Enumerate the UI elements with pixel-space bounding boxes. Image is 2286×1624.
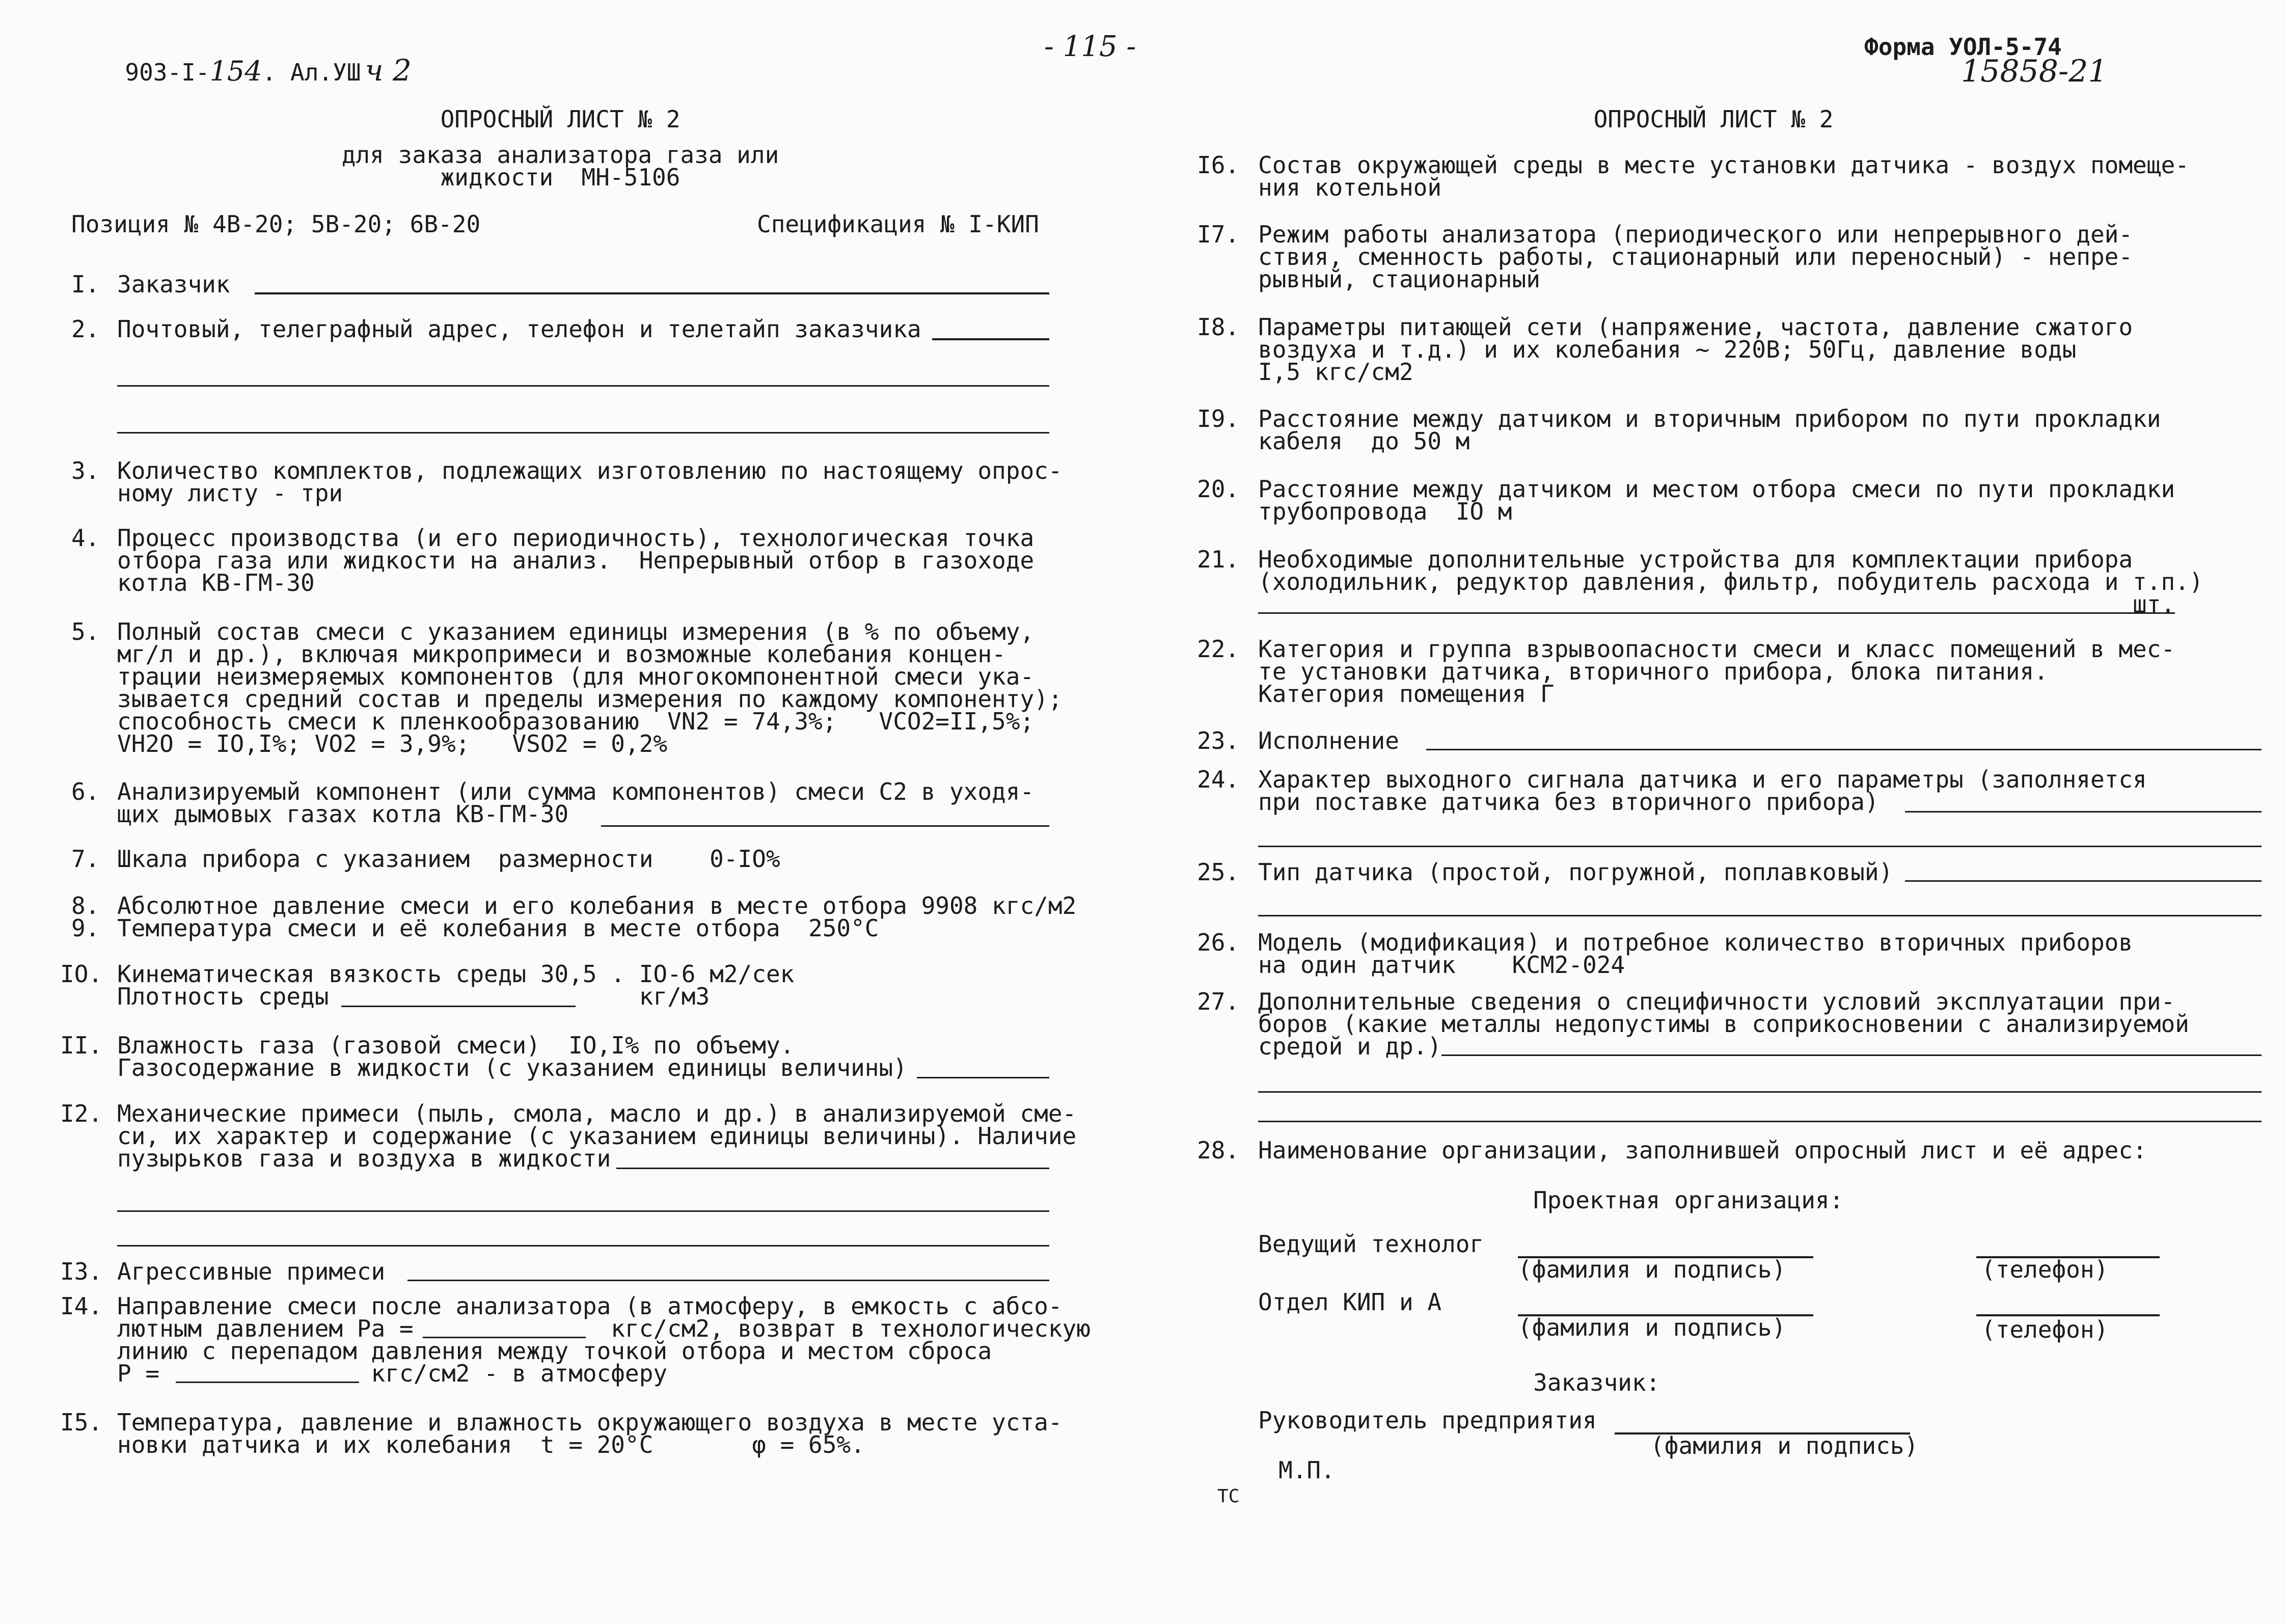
item-line: мг/л и др.), включая микропримеси и возможные колебания концен-	[117, 640, 1006, 668]
item-line: Процесс производства (и его периодичность), технологическая точка	[117, 524, 1035, 552]
item-line: ния котельной	[1258, 174, 1442, 201]
item-line: Р = кгс/см2 - в атмосферу	[117, 1360, 668, 1387]
kip-phone-caption: (телефон)	[1981, 1316, 2109, 1343]
item-line: Категория помещения Г	[1258, 680, 1555, 708]
project-org-heading: Проектная организация:	[1533, 1186, 1844, 1214]
left-item-15	[60, 1411, 1063, 1456]
item-number: 24.	[1197, 766, 1240, 793]
execution-field[interactable]	[1426, 749, 2262, 750]
item-line: Необходимые дополнительные устройства для комплектации прибора	[1258, 546, 2133, 573]
form-code: Форма УОЛ-5-74	[1864, 33, 2062, 61]
left-item-7	[71, 845, 780, 873]
doc-code-text: 903-I-	[125, 59, 210, 86]
item-number: 8.	[71, 892, 100, 919]
left-item-4	[71, 524, 1035, 597]
item-number: 22.	[1197, 635, 1240, 663]
stamp-place: М.П.	[1278, 1456, 1335, 1484]
left-item-13	[60, 1260, 385, 1283]
left-subtitle-1: для заказа анализатора газа или	[341, 141, 779, 169]
item-text	[117, 1292, 1091, 1387]
kip-dept-label: Отдел КИП и А	[1258, 1288, 1442, 1316]
right-item-22	[1197, 635, 2175, 708]
item-line: средой и др.)	[1258, 1033, 1442, 1060]
item-number: I2.	[60, 1100, 103, 1127]
right-item-17	[1197, 221, 2133, 293]
right-item-28	[1197, 1136, 2147, 1164]
item-line: ному листу - три	[117, 479, 343, 507]
item-number: 5.	[71, 618, 100, 645]
item-number: 6.	[71, 778, 100, 805]
item-line: щих дымовых газах котла КВ-ГМ-30	[117, 800, 569, 828]
item-number: 21.	[1197, 546, 1240, 573]
item-text	[1258, 475, 2175, 525]
item-line: линию с перепадом давления между точкой отбора и местом сброса	[117, 1337, 992, 1365]
item-text	[117, 524, 1035, 597]
item-number: 27.	[1197, 988, 1240, 1015]
left-item-1	[71, 270, 230, 298]
left-item-2	[71, 315, 921, 343]
item-text	[117, 960, 795, 1010]
impurities-field[interactable]	[616, 1168, 1049, 1169]
left-item-10	[60, 960, 795, 1010]
item-number: I.	[71, 270, 100, 298]
item-number: I7.	[1197, 221, 1240, 248]
item-line: Характер выходного сигнала датчика и его параметры (заполняется	[1258, 766, 2147, 793]
item-line: Анализируемый компонент (или сумма компонентов) смеси C2 в уходя-	[117, 778, 1035, 805]
customer-field[interactable]	[255, 292, 1049, 294]
lead-tech-label: Ведущий технолог	[1258, 1230, 1484, 1258]
density-field[interactable]	[341, 1006, 576, 1007]
left-title: ОПРОСНЫЙ ЛИСТ № 2	[440, 105, 681, 133]
item-line: Наименование организации, заполнившей опросный лист и её адрес:	[1258, 1136, 2147, 1164]
item-line: Режим работы анализатора (периодического или непрерывного дей-	[1258, 221, 2133, 248]
item-line: VH2O = IO,I%; VO2 = 3,9%; VSO2 = 0,2%	[117, 730, 668, 757]
item-line: Дополнительные сведения о специфичности условий эксплуатации при-	[1258, 988, 2175, 1015]
item-line: I,5 кгс/см2	[1258, 358, 1413, 386]
item-number: 2.	[71, 315, 100, 343]
item-text	[1258, 313, 2133, 386]
gas-content-field[interactable]	[917, 1077, 1049, 1078]
left-page	[0, 0, 1121, 1624]
item-line: пузырьков газа и воздуха в жидкости	[117, 1145, 611, 1172]
item-text	[1258, 766, 2147, 816]
item-number: I9.	[1197, 405, 1240, 432]
item-line: трубопровода IO м	[1258, 498, 1512, 525]
right-item-18	[1197, 313, 2133, 386]
item-line: си, их характер и содержание (с указанием единицы величины). Наличие	[117, 1122, 1077, 1150]
item-text	[117, 1102, 1076, 1170]
left-item-8	[71, 892, 1077, 919]
item-line: Параметры питающей сети (напряжение, частота, давление сжатого	[1258, 313, 2133, 341]
item-line: Расстояние между датчиком и местом отбора смеси по пути прокладки	[1258, 475, 2175, 503]
address-field-line-2[interactable]	[117, 385, 1049, 387]
item-line: Кинематическая вязкость среды 30,5 . IO-6 м2/сек	[117, 960, 795, 988]
item-line: Состав окружающей среды в месте установки датчика - воздух помеще-	[1258, 151, 2189, 179]
item-line: котла КВ-ГМ-30	[117, 569, 315, 597]
left-item-6	[71, 778, 1035, 828]
pa-field[interactable]	[423, 1337, 586, 1338]
item-line: Категория и группа взрывоопасности смеси и класс помещений в мес-	[1258, 635, 2175, 663]
doc-code-handwritten: 154	[209, 55, 262, 87]
item-line: Полный состав смеси с указанием единицы измерения (в % по объему,	[117, 618, 1035, 645]
right-item-25	[1197, 858, 1893, 886]
position-line: Позиция № 4В-20; 5В-20; 6В-20	[71, 210, 481, 238]
item-line: Плотность среды кг/м3	[117, 983, 710, 1010]
aggressive-field[interactable]	[407, 1280, 1049, 1281]
right-item-19	[1197, 405, 2161, 455]
item-line: Абсолютное давление смеси и его колебания в месте отбора 9908 кгс/м2	[117, 892, 1077, 919]
item-line: Расстояние между датчиком и вторичным прибором по пути прокладки	[1258, 405, 2161, 432]
signal-field[interactable]	[1905, 811, 2262, 813]
item-line: зывается средний состав и пределы измерения по каждому компоненту);	[117, 685, 1063, 713]
item-line: на один датчик КСМ2-024	[1258, 951, 1625, 979]
item-line: рывный, стационарный	[1258, 265, 1540, 293]
extra-info-field-line-2[interactable]	[1258, 1091, 2262, 1093]
album-text: . Ал.УШ	[262, 59, 361, 86]
left-item-9	[71, 914, 879, 942]
spec-line: Спецификация № I-КИП	[757, 210, 1039, 238]
item-number: I4.	[60, 1292, 103, 1320]
kip-sign-caption: (фамилия и подпись)	[1518, 1314, 1786, 1341]
item-text	[1258, 990, 2189, 1058]
item-text	[117, 778, 1035, 828]
left-item-3	[71, 457, 1063, 507]
right-item-21	[1197, 546, 2203, 618]
item-line: при поставке датчика без вторичного прибора)	[1258, 788, 1879, 816]
lead-tech-sign-caption: (фамилия и подпись)	[1518, 1256, 1786, 1283]
extra-info-field-line-3[interactable]	[1258, 1121, 2262, 1122]
item-text	[117, 620, 1063, 755]
item-number: 4.	[71, 524, 100, 552]
item-line: лютным давлением Ра = кгс/см2, возврат в технологическую	[117, 1315, 1091, 1342]
customer-heading: Заказчик:	[1533, 1369, 1661, 1396]
p-field[interactable]	[176, 1382, 359, 1383]
item-line: новки датчика и их колебания t = 20°С φ = 65%.	[117, 1431, 865, 1458]
item-number: 28.	[1197, 1136, 1240, 1164]
item-line: боров (какие металлы недопустимы в соприкосновении с анализируемой	[1258, 1010, 2189, 1038]
left-item-11	[60, 1034, 907, 1079]
item-number: II.	[60, 1032, 103, 1059]
sensor-type-field-line-2[interactable]	[1258, 915, 2262, 916]
left-item-5	[71, 620, 1063, 755]
item-number: 9.	[71, 914, 100, 942]
item-line: Количество комплектов, подлежащих изготовлению по настоящему опрос-	[117, 457, 1063, 484]
left-item-12	[60, 1102, 1076, 1170]
item-number: 20.	[1197, 475, 1240, 503]
item-line: (холодильник, редуктор давления, фильтр, побудитель расхода и т.п.)	[1258, 568, 2203, 596]
right-item-16	[1197, 151, 2189, 201]
item-number: I5.	[60, 1409, 103, 1436]
right-item-23	[1197, 729, 1399, 752]
right-item-20	[1197, 475, 2175, 525]
right-title: ОПРОСНЫЙ ЛИСТ № 2	[1593, 105, 1834, 133]
page-number: - 115 -	[1044, 30, 1136, 63]
item-line: Газосодержание в жидкости (с указанием единицы величины)	[117, 1054, 907, 1081]
album-handwritten: ч 2	[365, 53, 412, 88]
item-line: воздуха и т.д.) и их колебания ~ 220В; 50Гц, давление воды	[1258, 336, 2077, 363]
item-text	[117, 457, 1063, 507]
item-line: те установки датчика, вторичного прибора, блока питания.	[1258, 658, 2048, 685]
impurities-field-line-3[interactable]	[117, 1245, 1049, 1247]
item-line: Почтовый, телеграфный адрес, телефон и телетайп заказчика	[117, 315, 921, 343]
item-line: трации неизмеряемых компонентов (для многокомпонентной смеси ука-	[117, 663, 1035, 690]
item-number: IO.	[60, 960, 103, 988]
item-line: Модель (модификация) и потребное количество вторичных приборов	[1258, 929, 2133, 956]
director-sign-caption: (фамилия и подпись)	[1650, 1432, 1919, 1459]
archive-number: 15858-21	[1961, 53, 2108, 89]
right-item-24	[1197, 766, 2147, 816]
item-line: Температура, давление и влажность окружающего воздуха в месте уста-	[117, 1409, 1063, 1436]
item-text	[1258, 546, 2203, 618]
corner-mark: ТС	[1217, 1486, 1240, 1507]
signal-field-line-2[interactable]	[1258, 846, 2262, 847]
item-line: кабеля до 50 м	[1258, 427, 1470, 455]
item-number: I6.	[1197, 151, 1240, 179]
lead-tech-phone-caption: (телефон)	[1981, 1256, 2109, 1283]
item-number: I3.	[60, 1258, 103, 1285]
item-number: 25.	[1197, 858, 1240, 886]
left-subtitle-2: жидкости МН-5106	[440, 164, 681, 191]
item-number: 23.	[1197, 727, 1240, 754]
component-field[interactable]	[601, 825, 1049, 827]
item-line: Шкала прибора с указанием размерности 0-IO%	[117, 845, 780, 873]
item-line: Тип датчика (простой, погружной, поплавковый)	[1258, 858, 1893, 886]
address-field[interactable]	[932, 338, 1049, 340]
left-item-14	[60, 1292, 1091, 1387]
item-line: отбора газа или жидкости на анализ. Непрерывный отбор в газоходе	[117, 547, 1035, 574]
right-item-27	[1197, 990, 2189, 1058]
item-text	[1258, 405, 2161, 455]
item-line: Исполнение	[1258, 727, 1399, 754]
devices-field[interactable]	[1258, 612, 2175, 614]
item-text	[117, 1034, 907, 1079]
item-text	[1258, 635, 2175, 708]
item-line: ствия, сменность работы, стационарный или переносный) - непре-	[1258, 243, 2133, 270]
item-line: Заказчик	[117, 270, 230, 298]
address-field-line-3[interactable]	[117, 432, 1049, 434]
extra-info-field[interactable]	[1441, 1054, 2262, 1056]
item-text	[1258, 151, 2189, 201]
sensor-type-field[interactable]	[1905, 880, 2262, 882]
item-text	[1258, 221, 2133, 293]
right-item-26	[1197, 929, 2133, 979]
item-number: 26.	[1197, 929, 1240, 956]
item-line: Влажность газа (газовой смеси) IO,I% по объему.	[117, 1032, 795, 1059]
item-text	[117, 1411, 1063, 1456]
item-line: способность смеси к пленкообразованию VN2 = 74,3%; VCO2=II,5%;	[117, 708, 1035, 735]
item-number: 3.	[71, 457, 100, 484]
right-page	[1141, 0, 2286, 1624]
item-line: Направление смеси после анализатора (в атмосферу, в емкость с абсо-	[117, 1292, 1063, 1320]
item-number: 7.	[71, 845, 100, 873]
item-line: Температура смеси и её колебания в месте отбора 250°С	[117, 914, 879, 942]
item-line: шт.	[1258, 590, 2175, 618]
item-number: I8.	[1197, 313, 1240, 341]
director-label: Руководитель предприятия	[1258, 1406, 1597, 1434]
impurities-field-line-2[interactable]	[117, 1210, 1049, 1212]
item-text	[1258, 929, 2133, 979]
item-line: Агрессивные примеси	[117, 1258, 386, 1285]
item-line: Механические примеси (пыль, смола, масло и др.) в анализируемой сме-	[117, 1100, 1077, 1127]
